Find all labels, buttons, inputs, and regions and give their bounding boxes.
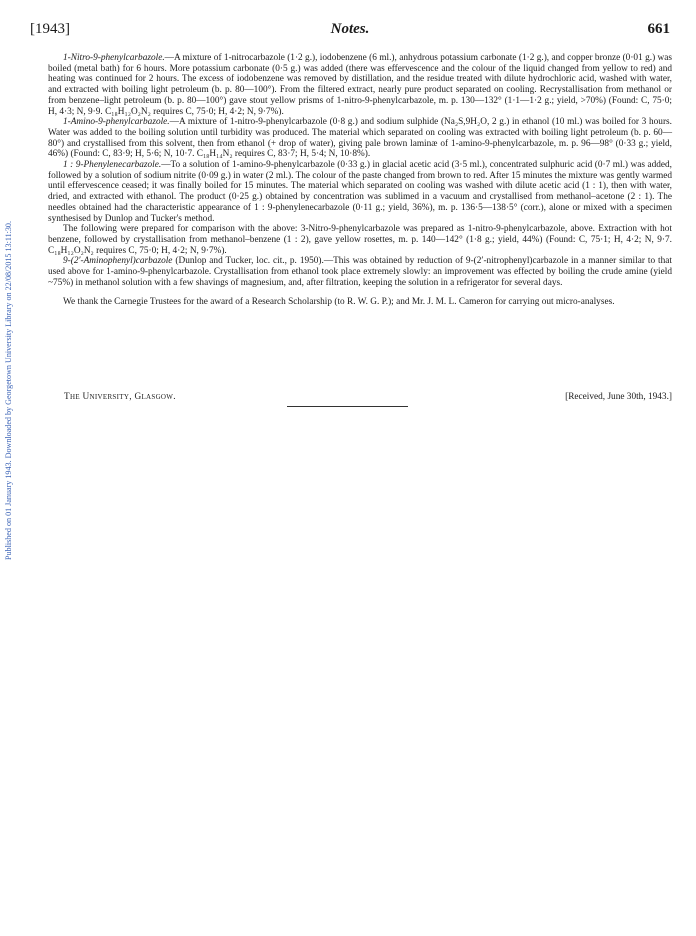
header-year: [1943] xyxy=(30,21,70,37)
paragraph-text: —A mixture of 1-nitrocarbazole (1·2 g.), iodobenzene (6 ml.), anhydrous potassium carbonate (1·2 g.), and copper bronze (0·01 g.) was boiled (metal bath) for 6 hours. More potassium carbonate (0·5 g.) was added (there was effervescence and the colour of the liquid changed from yellow to red) and heating was continued for 2 hours. The excess of iodobenzene was removed by distillation, and the residue treated with dilute hydrochloric acid, washed with water, and extracted with boiling light petroleum (b. p. 80—100°). From the filtered extract, nearly pure product separated on cooling. Recrystallisation from methanol or from benzene–light petroleum (b. p. 80—100°) gave stout yellow prisms of 1-nitro-9-phenylcarbazole, m. p. 130—132° (1·1—1·2 g.; yield, >70%) (Found: C, 75·0; H, 4·3; N, 9·9. C₁₈H₁₂O₂N₂ requires C, 75·0; H, 4·2; N, 9·7%). xyxy=(48,53,672,117)
compound-heading: 1-Amino-9-phenylcarbazole. xyxy=(63,117,170,128)
compound-heading: 9-(2′-Aminophenyl)carbazole xyxy=(63,256,173,267)
article-body xyxy=(48,53,672,308)
paragraph-comparison-compounds xyxy=(48,224,672,256)
paragraph-text: —A mixture of 1-nitro-9-phenylcarbazole (0·8 g.) and sodium sulphide (Na₂S,9H₂O, 2 g.) in ethanol (10 ml.) was boiled for 3 hours. Water was added to the boiling solution until turbidity was produced. The material which separated on cooling was extracted with boiling light petroleum (b. p. 60—80°) and crystallised from this solvent, then from ethanol (+ drop of water), giving pale brown laminæ of 1-amino-9-phenylcarbazole, m. p. 96—98° (0·33 g.; yield, 46%) (Found: C, 83·9; H, 5·6; N, 10·7. C₁₈H₁₄N₂ requires C, 83·7; H, 5·4; N, 10·8%). xyxy=(48,117,672,160)
compound-heading: 1 : 9-Phenylenecarbazole. xyxy=(63,160,162,171)
paragraph-phenylenecarbazole xyxy=(48,160,672,224)
paragraph-text: The following were prepared for comparison with the above: 3-Nitro-9-phenylcarbazole was prepared as 1-nitro-9-phenylcarbazole, above. Extraction with hot benzene, followed by crystallisation from methanol–benzene (1 : 2), gave yellow rosettes, m. p. 140—142° (1·8 g.; yield, 44%) (Found: C, 75·1; H, 4·2; N, 9·7. C₁₈H₁₂O₂N₂ requires C, 75·0; H, 4·2; N, 9·7%). xyxy=(48,224,672,256)
acknowledgement: We thank the Carnegie Trustees for the award of a Research Scholarship (to R. W. G. P.); and Mr. J. M. L. Cameron for carrying out micro-analyses. xyxy=(63,297,615,308)
compound-heading: 1-Nitro-9-phenylcarbazole. xyxy=(63,53,165,63)
paragraph-text: —To a solution of 1-amino-9-phenylcarbazole (0·33 g.) in glacial acetic acid (3·5 ml.), concentrated sulphuric acid (0·7 ml.) was added, followed by a solution of sodium nitrite (0·09 g.) in water (2 ml.). The colour of the paste changed from brown to red. After 15 minutes the mixture was gently warmed until effervescence ceased; it was finally boiled for 15 minutes. The material which separated on cooling was washed with dilute acetic acid (1 : 1), then with water, dried, and extracted with ethanol. The product (0·25 g.) obtained by concentration was sublimed in a vacuum and crystallised from methanol–acetone (2 : 1). The needles obtained had the characteristic appearance of 1 : 9-phenylenecarbazole (0·11 g.; yield, 36%), m. p. 136·5—138·5° (corr.), alone or mixed with a specimen synthesised by Dunlop and Tucker's method. xyxy=(48,160,672,224)
affiliation: The University, Glasgow. xyxy=(64,392,176,402)
paragraph-aminophenyl-carbazole xyxy=(48,256,672,288)
running-header xyxy=(30,21,670,43)
header-page-number: 661 xyxy=(647,21,670,37)
end-rule xyxy=(287,406,408,407)
paragraph-text: (Dunlop and Tucker, loc. cit., p. 1950).—This was obtained by reduction of 9-(2′-nitrophenyl)carbazole in a manner similar to that used above for 1-amino-9-phenylcarbazole. Crystallisation from ethanol took place extremely slowly: an improvement was effected by boiling the crude amine (yield ~75%) in methanol solution with a few shavings of magnesium, and, after filtration, keeping the solution in a refrigerator for several days. xyxy=(48,256,672,288)
signature-line xyxy=(64,392,672,406)
download-watermark-text: Published on 01 January 1943. Downloaded by Georgetown University Library on 22/08/2015 13:11:30. xyxy=(4,221,13,560)
download-watermark xyxy=(2,150,16,560)
paragraph-nitro-phenylcarbazole xyxy=(48,53,672,117)
header-section-title: Notes. xyxy=(330,21,370,37)
paragraph-amino-phenylcarbazole xyxy=(48,117,672,160)
received-date: [Received, June 30th, 1943.] xyxy=(565,392,672,402)
